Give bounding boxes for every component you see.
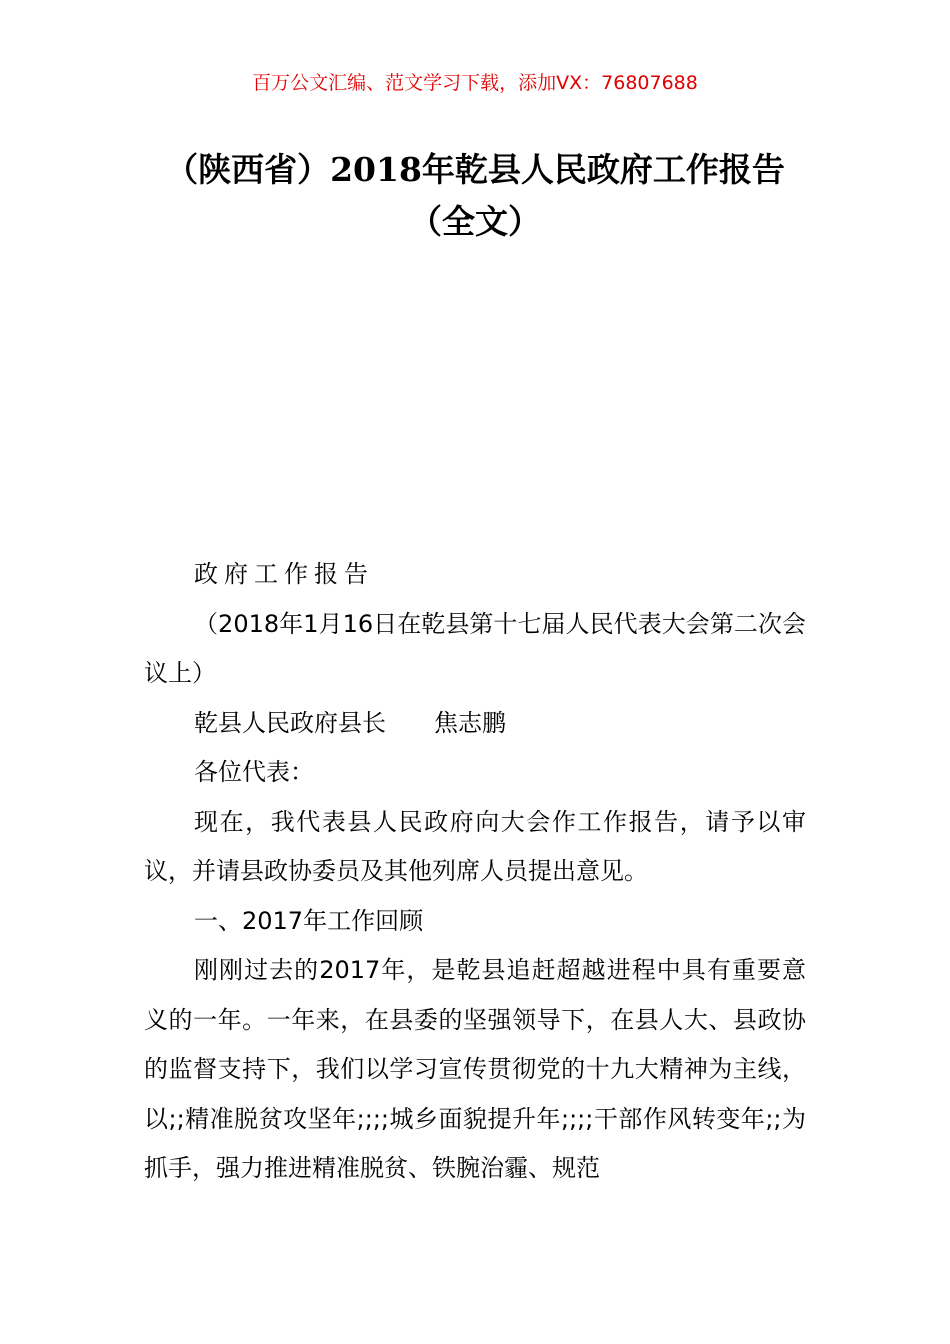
section-heading: 一、2017年工作回顾	[194, 906, 424, 935]
paragraph-review: 刚刚过去的2017年，是乾县追赶超越进程中具有重要意义的一年。一年来，在县委的坚强领导下，在县人大、县政协的监督支持下，我们以学习宣传贯彻党的十九大精神为主线，以;;精准脱贫攻坚年;;;;城乡面貌提升年;;;;干部作风转变年;;为抓手，强力推进精准脱贫、铁腕治霾、规范	[144, 956, 806, 1182]
paragraph-intro: 现在，我代表县人民政府向大会作工作报告，请予以审议，并请县政协委员及其他列席人员提出意见。	[144, 807, 806, 885]
title-line-2: （全文）	[409, 202, 541, 241]
header-note: 百万公文汇编、范文学习下载，添加VX：76807688	[252, 72, 698, 94]
document-title	[140, 144, 810, 248]
speaker-title: 乾县人民政府县长	[194, 708, 386, 737]
speaker-line	[144, 699, 806, 749]
speaker-name: 焦志鹏	[434, 708, 506, 737]
document-body	[144, 550, 806, 1194]
report-occasion: （2018年1月16日在乾县第十七届人民代表大会第二次会议上）	[144, 609, 806, 687]
salutation: 各位代表：	[194, 758, 314, 786]
title-line-1: （陕西省）2018年乾县人民政府工作报告	[165, 150, 785, 189]
report-heading: 政府工作报告	[194, 560, 374, 588]
